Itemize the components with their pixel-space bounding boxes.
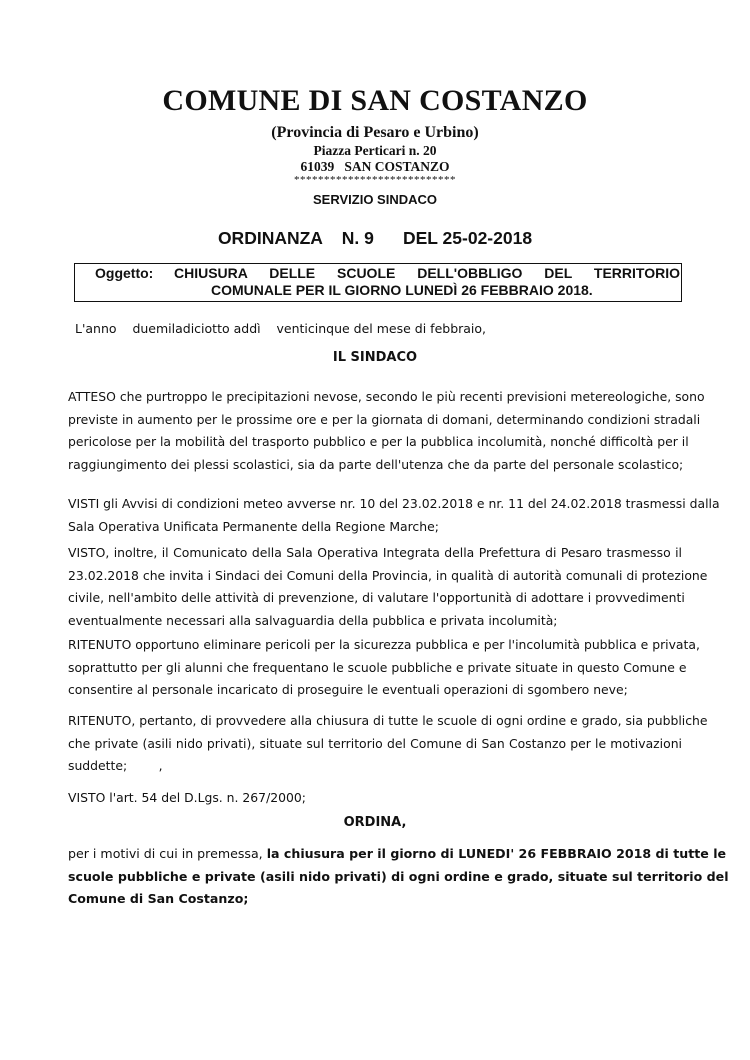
dispositivo-bold-line3: Comune di San Costanzo; <box>68 891 249 906</box>
paragraph-line: Sala Operativa Unificata Permanente della Regione Marche; <box>68 518 439 534</box>
paragraph-line: RITENUTO opportuno eliminare pericoli per la sicurezza pubblica e per l'incolumità pubblica e privata, <box>68 637 700 652</box>
paragraph-line: VISTI gli Avvisi di condizioni meteo avverse nr. 10 del 23.02.2018 e nr. 11 del 24.02.2018 trasmessi dalla <box>68 496 720 511</box>
paragraph-line: RITENUTO, pertanto, di provvedere alla chiusura di tutte le scuole di ogni ordine e grado, sia pubbliche <box>68 713 708 728</box>
header-separator: *************************** <box>294 174 456 186</box>
ordina-heading: ORDINA, <box>343 815 407 830</box>
paragraph-line: 23.02.2018 che invita i Sindaci dei Comuni della Provincia, in qualità di autorità comunali di protezione <box>68 567 708 583</box>
paragraph-line: civile, nell'ambito delle attività di prevenzione, di valutare l'opportunità di adottare i provvedimenti <box>68 590 685 605</box>
address-line: Piazza Perticari n. 20 <box>313 143 437 158</box>
paragraph-visto-art: VISTO l'art. 54 del D.Lgs. n. 267/2000; <box>68 790 306 805</box>
paragraph-dispositivo <box>68 843 729 911</box>
paragraph-line: raggiungimento dei plessi scolastici, sia da parte dell'utenza che da parte del personale scolastico; <box>68 456 684 472</box>
paragraph-line: pericolose per la mobilità del trasporto pubblico e per la pubblica incolumità, nonché difficoltà per il <box>68 434 689 449</box>
paragraph-line: che private (asili nido privati), situate sul territorio del Comune di San Costanzo per le motivazioni <box>68 735 682 751</box>
date-intro: L'anno duemiladiciotto addì venticinque del mese di febbraio, <box>75 321 487 336</box>
paragraph-line: ATTESO che purtroppo le precipitazioni nevose, secondo le più recenti previsioni metereologiche, sono <box>68 389 705 404</box>
paragraph-line: soprattutto per gli alunni che frequentano le scuole pubbliche e private situate in questo Comune e <box>68 659 687 675</box>
paragraph-line: consentire al personale incaricato di proseguire le eventuali operazioni di sgombero neve; <box>68 682 628 697</box>
paragraph-visto-inoltre <box>68 542 708 632</box>
dispositivo-line3 <box>68 888 682 911</box>
service-line: SERVIZIO SINDACO <box>312 192 437 207</box>
paragraph-atteso <box>68 386 705 476</box>
subject-label: Oggetto: <box>95 265 154 281</box>
il-sindaco-heading: IL SINDACO <box>332 350 418 365</box>
ordinance-heading: ORDINANZA N. 9 DEL 25-02-2018 <box>217 228 533 248</box>
province-line: (Provincia di Pesaro e Urbino) <box>271 124 479 141</box>
paragraph-ritenuto-1 <box>68 634 700 702</box>
cap-city-line: 61039 SAN COSTANZO <box>300 159 450 174</box>
paragraph-line: eventualmente necessari alla salvaguardia della pubblica e privata incolumità; <box>68 612 558 628</box>
subject-text-line1: CHIUSURA DELLE SCUOLE DELL'OBBLIGO DEL TERRITORIO <box>174 265 680 281</box>
paragraph-line: suddette; , <box>68 758 163 773</box>
paragraph-line: previste in aumento per le prossime ore e per la giornata di domani, determinando condizioni stradali <box>68 411 701 427</box>
paragraph-ritenuto-2 <box>68 710 708 778</box>
dispositivo-line2 <box>68 866 729 889</box>
subject-text-line2: COMUNALE PER IL GIORNO LUNEDÌ 26 FEBBRAIO 2018. <box>211 282 593 298</box>
dispositivo-bold-line1: la chiusura per il giorno di LUNEDI' 26 FEBBRAIO 2018 di tutte le <box>266 846 727 861</box>
paragraph-visti <box>68 493 720 538</box>
municipality-title: COMUNE DI SAN COSTANZO <box>162 84 588 117</box>
paragraph-line: VISTO, inoltre, il Comunicato della Sala Operativa Integrata della Prefettura di Pesaro trasmesso il <box>68 545 682 560</box>
subject-box <box>74 263 682 302</box>
dispositivo-line1 <box>68 843 727 866</box>
dispositivo-prefix: per i motivi di cui in premessa, <box>68 846 267 861</box>
dispositivo-bold-line2: scuole pubbliche e private (asili nido privati) di ogni ordine e grado, situate sul territorio del <box>68 868 729 884</box>
